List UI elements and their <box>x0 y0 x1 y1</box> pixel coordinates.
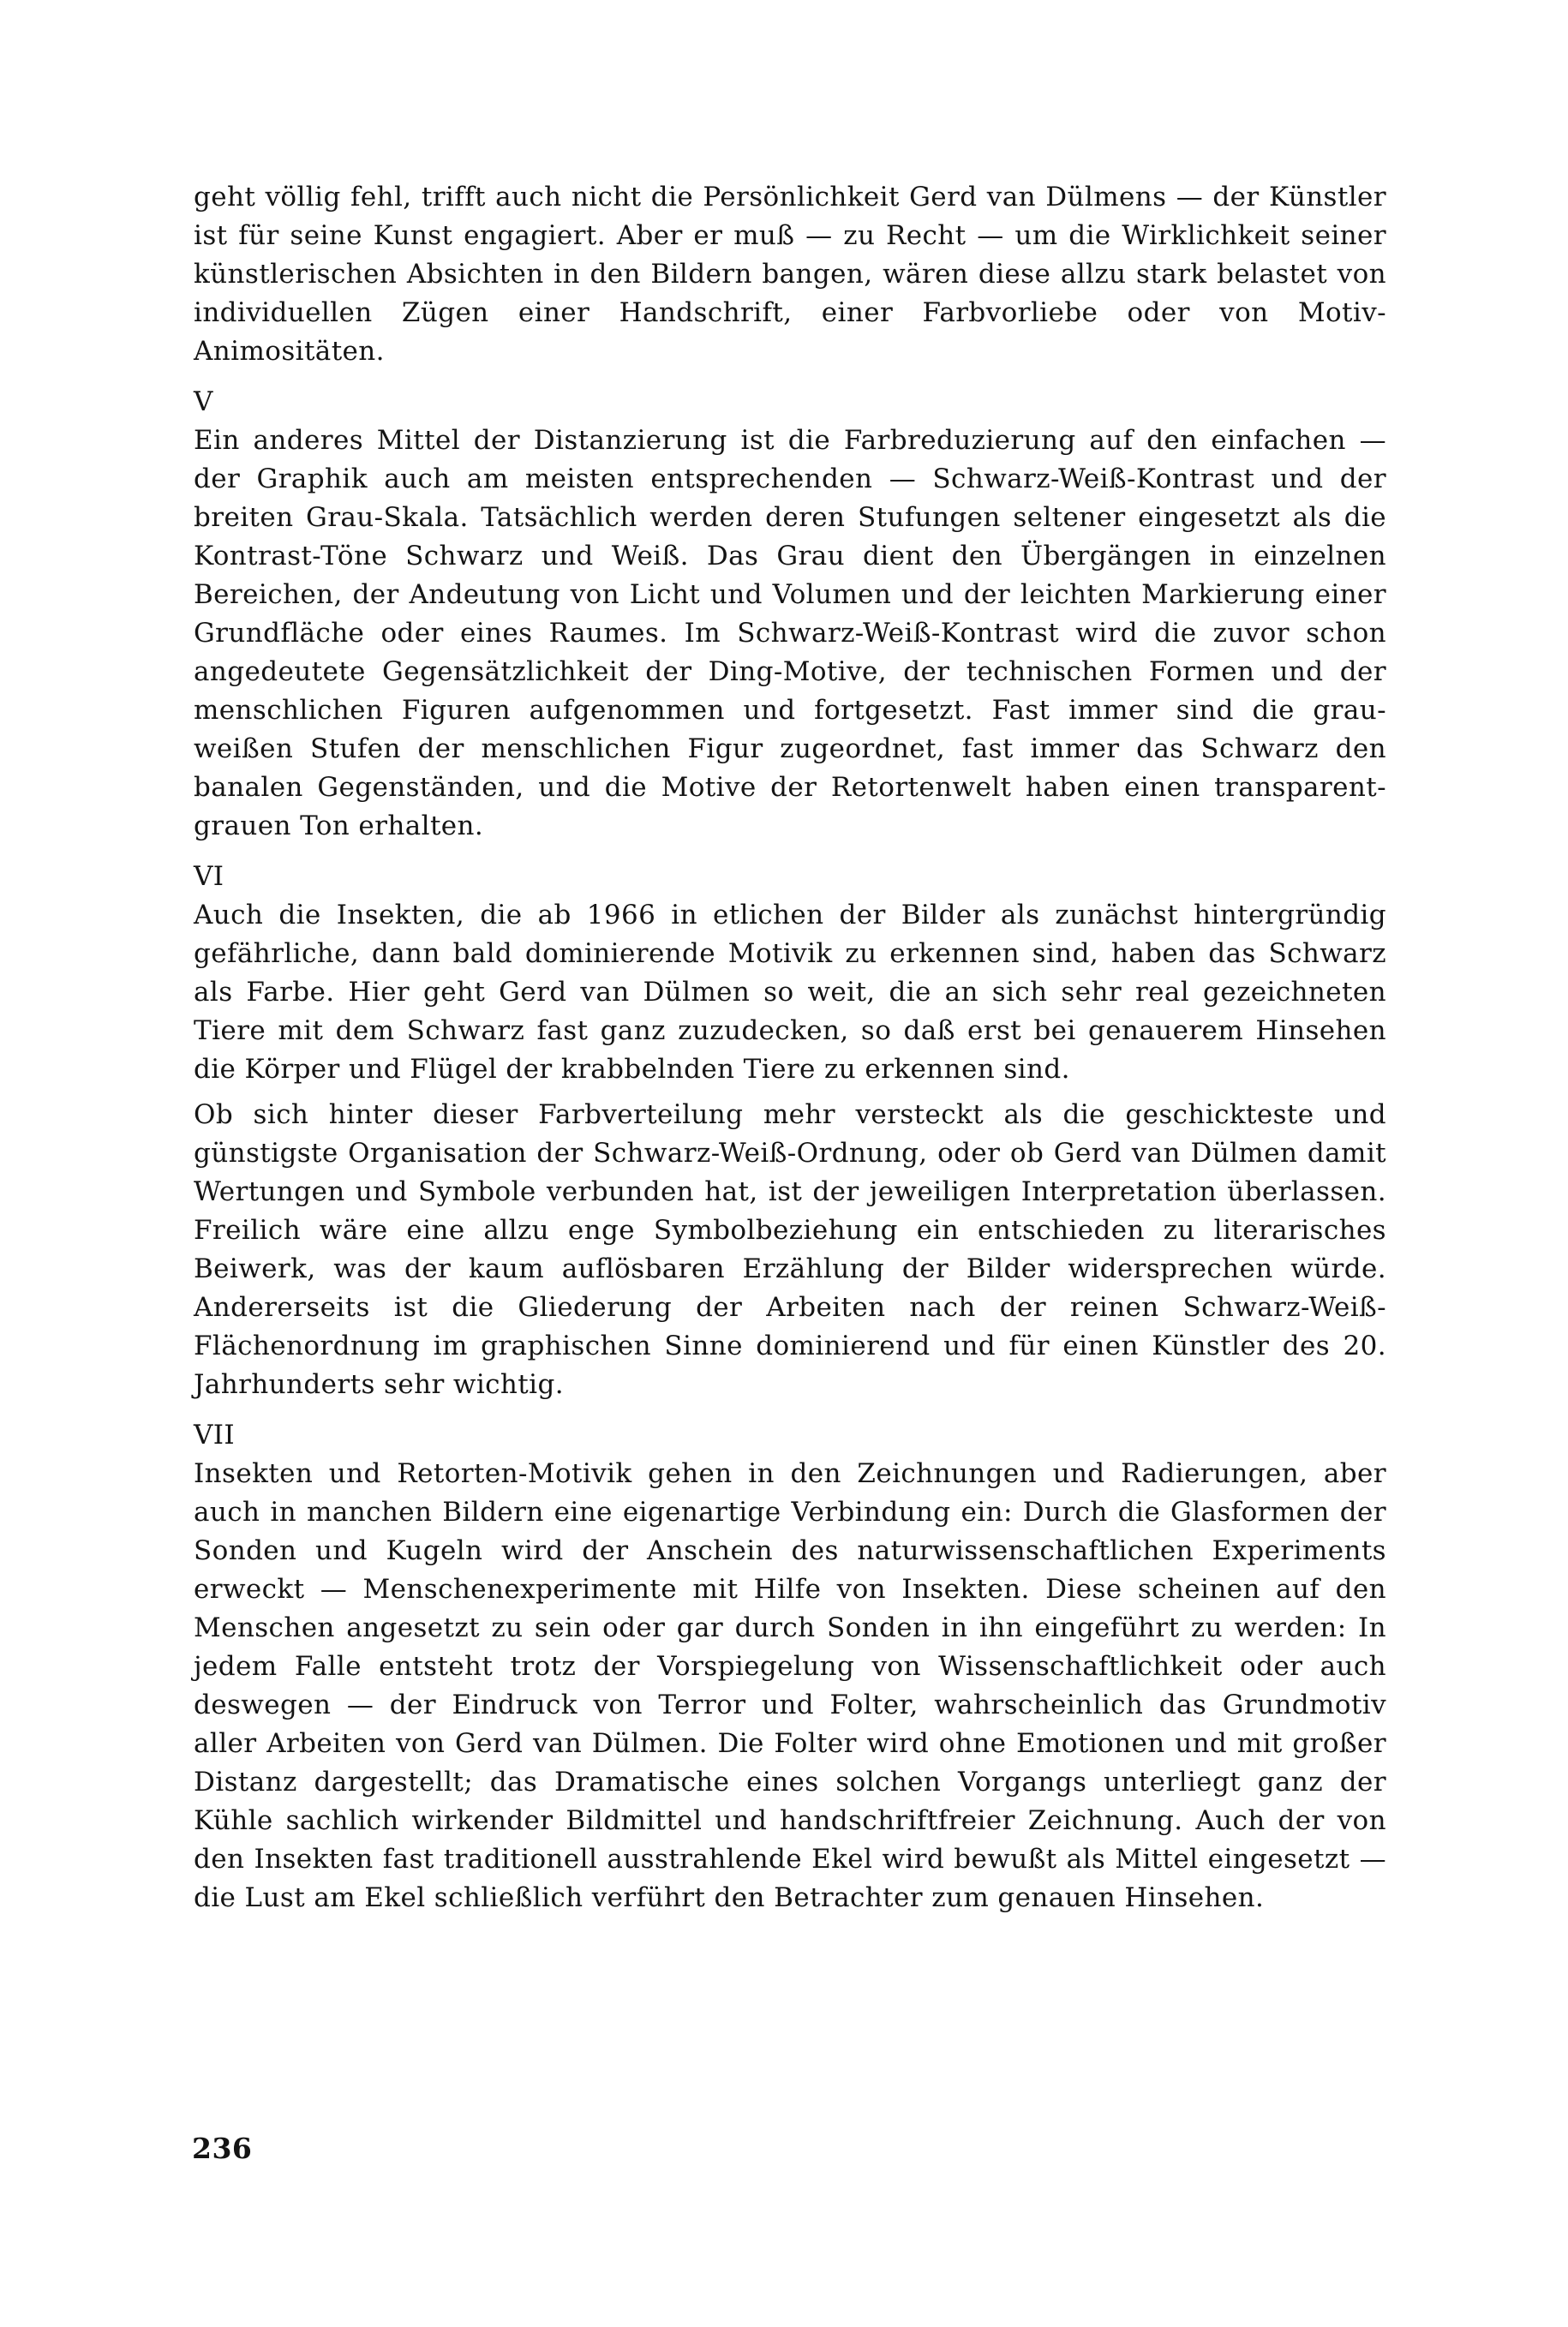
section-numeral-vii: VII <box>194 1420 236 1451</box>
section-numeral-vi: VI <box>194 861 224 892</box>
body-text <box>194 178 1386 1917</box>
section-vii-paragraph-1: Insekten und Retorten-Motivik gehen in den Zeichnungen und Radierungen, aber auch in manchen Bildern eine eigenartige Verbindung ein: Durch die Glasformen der Sonden und Kugeln wird der Anschein des naturwissenschaftlichen Experiments erweckt — Menschenexperimente mit Hilfe von Insekten. Diese scheinen auf den Menschen angesetzt zu sein oder gar durch Sonden in ihn eingeführt zu werden: In jedem Falle entsteht trotz der Vorspiegelung von Wissenschaftlichkeit oder auch deswegen — der Eindruck von Terror und Folter, wahrscheinlich das Grundmotiv aller Arbeiten von Gerd van Dülmen. Die Folter wird ohne Emotionen und mit großer Distanz dargestellt; das Dramatische eines solchen Vorgangs unterliegt ganz der Kühle sachlich wirkender Bildmittel und handschriftfreier Zeichnung. Auch der von den Insekten fast traditionell ausstrahlende Ekel wird bewußt als Mittel eingesetzt — die Lust am Ekel schließlich verführt den Betrachter zum genauen Hinsehen. <box>194 1458 1386 1913</box>
section-vi-paragraph-1: Auch die Insekten, die ab 1966 in etlichen der Bilder als zunächst hintergründig gefährliche, dann bald dominierende Motivik zu erkennen sind, haben das Schwarz als Farbe. Hier geht Gerd van Dülmen so weit, die an sich sehr real gezeichneten Tiere mit dem Schwarz fast ganz zuzudecken, so daß erst bei genauerem Hinsehen die Körper und Flügel der krabbelnden Tiere zu erkennen sind. <box>194 900 1386 1085</box>
intro-paragraph: geht völlig fehl, trifft auch nicht die Persönlichkeit Gerd van Dülmens — der Künstler ist für seine Kunst engagiert. Aber er muß — zu Recht — um die Wirklichkeit seiner künstlerischen Absichten in den Bildern bangen, wären diese allzu stark belastet von individuellen Zügen einer Handschrift, einer Farbvorliebe oder von Motiv-Animositäten. <box>194 182 1386 367</box>
page-number: 236 <box>192 2132 253 2165</box>
section-vi-paragraph-2: Ob sich hinter dieser Farbverteilung mehr versteckt als die geschickteste und günstigste Organisation der Schwarz-Weiß-Ordnung, oder ob Gerd van Dülmen damit Wertungen und Symbole verbunden hat, ist der jeweiligen Interpretation überlassen. Freilich wäre eine allzu enge Symbolbeziehung ein entschieden zu literarisches Beiwerk, was der kaum auflösbaren Erzählung der Bilder widersprechen würde. Andererseits ist die Gliederung der Arbeiten nach der reinen Schwarz-Weiß-Flächenordnung im graphischen Sinne dominierend und für einen Künstler des 20. Jahrhunderts sehr wichtig. <box>194 1099 1386 1400</box>
section-v-paragraph-1: Ein anderes Mittel der Distanzierung ist die Farbreduzierung auf den einfachen — der Graphik auch am meisten entsprechenden — Schwarz-Weiß-Kontrast und der breiten Grau-Skala. Tatsächlich werden deren Stufungen seltener eingesetzt als die Kontrast-Töne Schwarz und Weiß. Das Grau dient den Übergängen in einzelnen Bereichen, der Andeutung von Licht und Volumen und der leichten Markierung einer Grundfläche oder eines Raumes. Im Schwarz-Weiß-Kontrast wird die zuvor schon angedeutete Gegensätzlichkeit der Ding-Motive, der technischen Formen und der menschlichen Figuren aufgenommen und fortgesetzt. Fast immer sind die grau-weißen Stufen der menschlichen Figur zugeordnet, fast immer das Schwarz den banalen Gegenständen, und die Motive der Retortenwelt haben einen transparent-grauen Ton erhalten. <box>194 425 1386 841</box>
section-numeral-v: V <box>194 386 213 417</box>
